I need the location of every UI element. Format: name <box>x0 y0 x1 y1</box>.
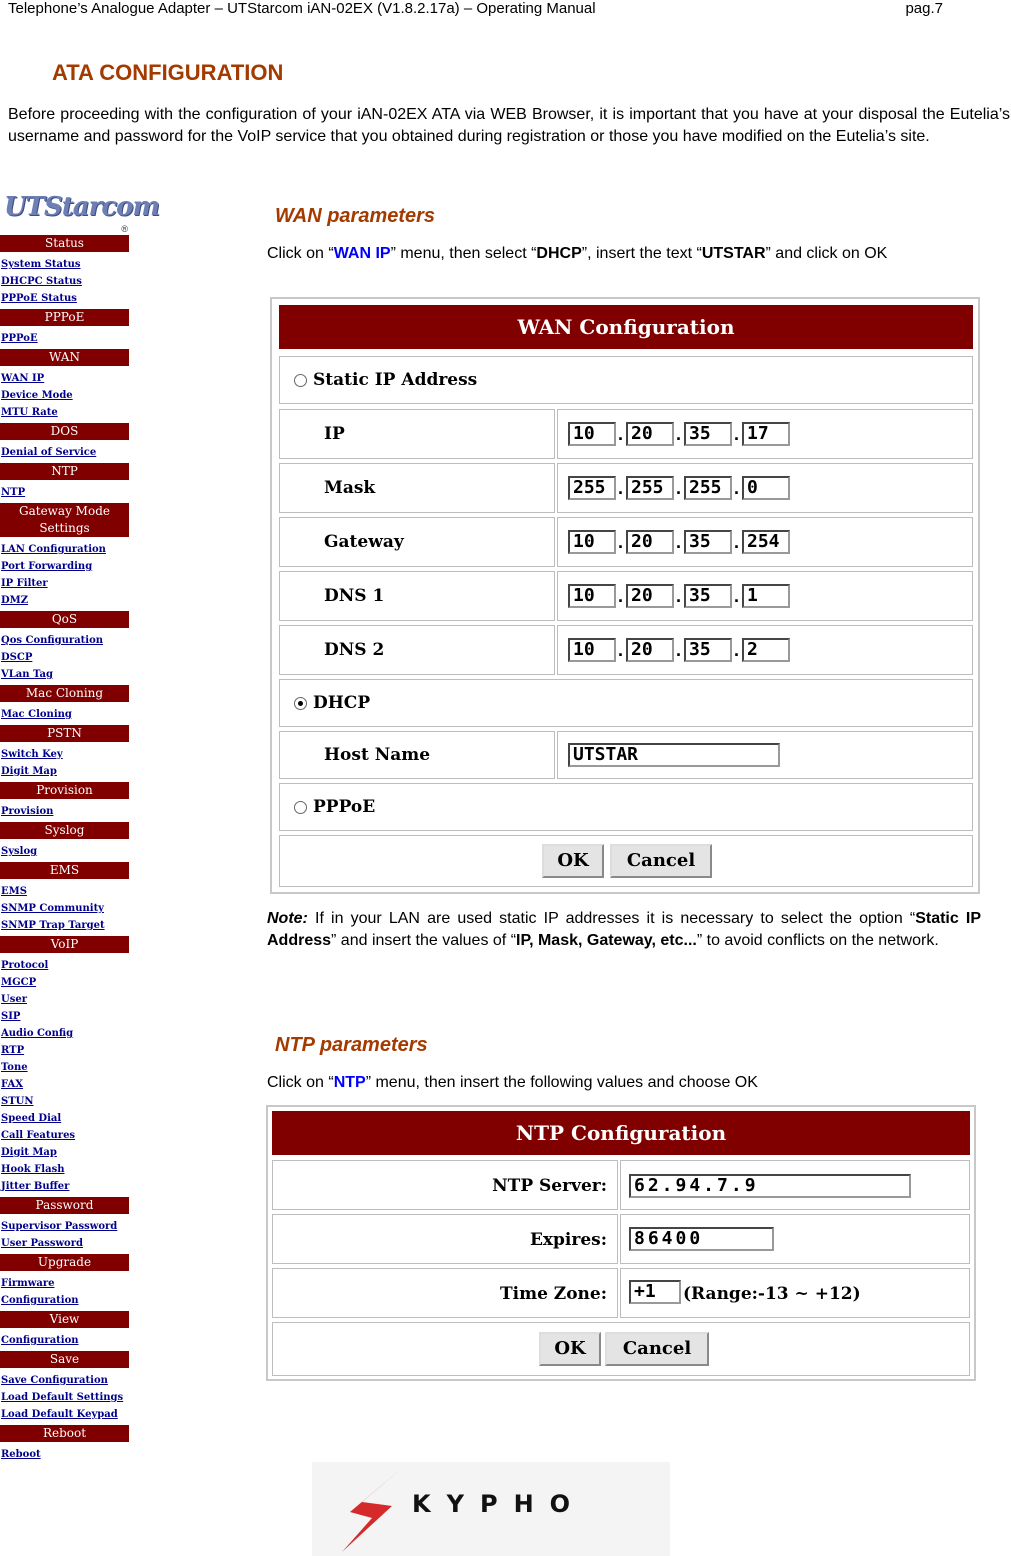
octet-separator: . <box>618 586 624 606</box>
ntp-ok-button[interactable]: OK <box>539 1332 601 1366</box>
wan-panel-title: WAN Configuration <box>279 305 973 349</box>
note-text: If in your LAN are used static IP addresses it is necessary to select the option “ <box>307 910 916 927</box>
logo-text: UTStarcom <box>4 192 160 222</box>
octet-separator: . <box>676 478 682 498</box>
sidebar-link[interactable]: Port Forwarding <box>1 561 93 572</box>
ntp-config-panel <box>266 1105 976 1381</box>
dhcp-row[interactable] <box>279 679 973 727</box>
gw-octet-input[interactable]: 254 <box>742 530 790 554</box>
gw-octet-input[interactable]: 10 <box>568 530 616 554</box>
header-title: Telephone’s Analogue Adapter – UTStarcom iAN-02EX (V1.8.2.17a) – Operating Manual <box>8 0 596 17</box>
page-header <box>8 0 1003 20</box>
sidebar-link[interactable]: Load Default Keypad <box>1 1409 118 1420</box>
dns2-octet-input[interactable]: 2 <box>742 638 790 662</box>
sidebar-link[interactable]: STUN <box>1 1096 34 1107</box>
octet-separator: . <box>618 424 624 444</box>
sidebar-section-header: NTP <box>0 463 129 480</box>
note-text: ” to avoid conflicts on the network. <box>696 932 939 949</box>
ip-label-cell <box>279 409 555 459</box>
gateway-label: Gateway <box>324 532 404 552</box>
sidebar-link[interactable]: DSCP <box>1 652 33 663</box>
timezone-input[interactable]: +1 <box>629 1280 681 1304</box>
pppoe-option[interactable] <box>294 797 375 817</box>
sidebar-link[interactable]: NTP <box>1 487 26 498</box>
sidebar-link[interactable]: Tone <box>1 1062 28 1073</box>
sidebar-section-header: Reboot <box>0 1425 129 1442</box>
pppoe-row[interactable] <box>279 783 973 831</box>
dns1-octet-input[interactable]: 35 <box>684 584 732 608</box>
sidebar-section-header: Upgrade <box>0 1254 129 1271</box>
octet-separator: . <box>676 586 682 606</box>
wan-config-panel <box>270 297 980 894</box>
sidebar-menu <box>0 235 129 1465</box>
sidebar-link[interactable]: Speed Dial <box>1 1113 62 1124</box>
expires-input[interactable]: 86400 <box>629 1227 774 1251</box>
hostname-cell <box>557 731 973 779</box>
timezone-range: (Range:-13 ~ +12) <box>683 1284 861 1304</box>
sidebar-link[interactable]: Audio Config <box>1 1028 74 1039</box>
dhcp-option[interactable] <box>294 693 370 713</box>
note-label: Note: <box>267 910 308 927</box>
sidebar-link[interactable]: SNMP Community <box>1 903 104 914</box>
dns2-octet-input[interactable]: 35 <box>684 638 732 662</box>
octet-separator: . <box>734 532 740 552</box>
ntp-instr-menu: NTP <box>333 1074 366 1091</box>
gw-octet-input[interactable]: 20 <box>626 530 674 554</box>
octet-separator: . <box>618 640 624 660</box>
sidebar-link[interactable]: Save Configuration <box>1 1375 108 1386</box>
octet-separator: . <box>676 640 682 660</box>
dhcp-radio[interactable] <box>294 697 307 710</box>
static-ip-label: Static IP Address <box>313 370 478 390</box>
sidebar-link[interactable]: EMS <box>1 886 27 897</box>
octet-separator: . <box>734 478 740 498</box>
wan-instr-text: ” menu, then select “ <box>390 245 537 262</box>
sidebar-link[interactable]: Jitter Buffer <box>1 1181 70 1192</box>
wan-instr-option: DHCP <box>536 245 582 262</box>
octet-separator: . <box>734 640 740 660</box>
sidebar-link[interactable]: PPPoE <box>1 333 38 344</box>
sidebar-link[interactable]: Device Mode <box>1 390 73 401</box>
sidebar-link[interactable]: Provision <box>1 806 54 817</box>
static-ip-row[interactable] <box>279 356 973 404</box>
note-bold: Static IP Address <box>267 910 981 949</box>
sidebar-link[interactable]: Syslog <box>1 846 38 857</box>
sidebar-link[interactable]: Protocol <box>1 960 49 971</box>
gateway-label-cell <box>279 517 555 567</box>
sidebar-link[interactable]: LAN Configuration <box>1 544 106 555</box>
sidebar-section-header: Status <box>0 235 129 252</box>
ntp-cancel-button[interactable]: Cancel <box>605 1332 709 1366</box>
wan-heading: WAN parameters <box>275 205 436 227</box>
octet-separator: . <box>618 478 624 498</box>
sidebar-link[interactable]: Configuration <box>1 1295 79 1306</box>
mask-octet-input[interactable]: 255 <box>568 476 616 500</box>
ntp-instr-text: ” menu, then insert the following values and choose OK <box>365 1074 758 1091</box>
dns2-octet-input[interactable]: 20 <box>626 638 674 662</box>
sidebar-link[interactable]: VLan Tag <box>1 669 53 680</box>
dns2-field <box>557 625 973 675</box>
dns1-field <box>557 571 973 621</box>
octet-separator: . <box>618 532 624 552</box>
dns1-octet-input[interactable]: 20 <box>626 584 674 608</box>
wan-instr-text: ” and click on OK <box>765 245 888 262</box>
sidebar-section-header: VoIP <box>0 936 129 953</box>
mask-octet-input[interactable]: 255 <box>684 476 732 500</box>
ip-label: IP <box>324 424 345 444</box>
sidebar-link[interactable]: DHCPC Status <box>1 276 82 287</box>
sidebar-link[interactable]: Mac Cloning <box>1 709 72 720</box>
sidebar-link[interactable]: SIP <box>1 1011 21 1022</box>
sidebar-section-header: QoS <box>0 611 129 628</box>
octet-separator: . <box>676 532 682 552</box>
sidebar-link[interactable]: Load Default Settings <box>1 1392 124 1403</box>
pppoe-radio[interactable] <box>294 801 307 814</box>
sidebar-link[interactable]: FAX <box>1 1079 24 1090</box>
timezone-cell <box>620 1268 970 1318</box>
sidebar-link[interactable]: MGCP <box>1 977 37 988</box>
sidebar-link[interactable]: Call Features <box>1 1130 76 1141</box>
ntp-panel-title: NTP Configuration <box>272 1111 970 1155</box>
sidebar-section-header: WAN <box>0 349 129 366</box>
ip-field <box>557 409 973 459</box>
mask-label: Mask <box>324 478 376 498</box>
dns1-label-cell <box>279 571 555 621</box>
octet-separator: . <box>734 424 740 444</box>
sidebar-link[interactable]: PPPoE Status <box>1 293 77 304</box>
hostname-input[interactable]: UTSTAR <box>568 743 780 767</box>
sidebar-link[interactable]: User Password <box>1 1238 83 1249</box>
sidebar-section-header: Syslog <box>0 822 129 839</box>
mask-octet-input[interactable]: 255 <box>626 476 674 500</box>
sidebar-link[interactable]: Denial of Service <box>1 447 97 458</box>
note-bold: IP, Mask, Gateway, etc... <box>516 932 697 949</box>
mask-field <box>557 463 973 513</box>
sidebar-link[interactable]: SNMP Trap Target <box>1 920 105 931</box>
kypho-logo <box>312 1462 670 1556</box>
pppoe-label: PPPoE <box>313 797 376 817</box>
timezone-label: Time Zone: <box>499 1284 607 1304</box>
sidebar-section-header: DOS <box>0 423 129 440</box>
octet-separator: . <box>734 586 740 606</box>
expires-label: Expires: <box>529 1230 607 1250</box>
sidebar-section-header: View <box>0 1311 129 1328</box>
kypho-text: KYPHO <box>412 1490 587 1518</box>
intro-paragraph: Before proceeding with the configuration of your iAN-02EX ATA via WEB Browser, it is important that you have at your disposal the Eutelia’s username and password for the VoIP service that you obtained during registration or those you have modified on the Eutelia’s site. <box>8 106 1010 145</box>
wan-instr-text: Click on “ <box>267 245 334 262</box>
octet-separator: . <box>676 424 682 444</box>
mask-octet-input[interactable]: 0 <box>742 476 790 500</box>
ntp-instr-text: Click on “ <box>267 1074 334 1091</box>
wan-instructions <box>267 243 981 265</box>
ntp-instructions <box>267 1072 981 1094</box>
sidebar-section-header: Provision <box>0 782 129 799</box>
hostname-label: Host Name <box>324 745 431 765</box>
wan-button-row <box>279 835 973 887</box>
sidebar-link[interactable]: Supervisor Password <box>1 1221 118 1232</box>
wan-ok-button[interactable]: OK <box>542 844 604 878</box>
sidebar-link[interactable]: User <box>1 994 27 1005</box>
gateway-field <box>557 517 973 567</box>
sidebar-section-header: EMS <box>0 862 129 879</box>
ip-octet-input[interactable]: 35 <box>684 422 732 446</box>
timezone-label-cell <box>272 1268 618 1318</box>
dns2-label-cell <box>279 625 555 675</box>
sidebar-link[interactable]: RTP <box>1 1045 25 1056</box>
dns1-octet-input[interactable]: 10 <box>568 584 616 608</box>
static-ip-radio[interactable] <box>294 374 307 387</box>
expires-label-cell <box>272 1214 618 1264</box>
sidebar-link[interactable]: Firmware <box>1 1278 55 1289</box>
wan-instr-menu: WAN IP <box>333 245 391 262</box>
hostname-label-cell <box>279 731 555 779</box>
ntp-heading: NTP parameters <box>275 1034 428 1056</box>
dhcp-label: DHCP <box>313 693 371 713</box>
sidebar-section-header: Password <box>0 1197 129 1214</box>
registered-mark: ® <box>121 224 128 234</box>
ntp-server-label-cell <box>272 1160 618 1210</box>
page-number: pag.7 <box>905 0 943 17</box>
wan-cancel-button[interactable]: Cancel <box>610 844 712 878</box>
expires-cell <box>620 1214 970 1264</box>
sidebar-section-header: Gateway Mode Settings <box>0 503 129 537</box>
sidebar-link[interactable]: Configuration <box>1 1335 79 1346</box>
ip-octet-input[interactable]: 17 <box>742 422 790 446</box>
ntp-server-input[interactable]: 62.94.7.9 <box>629 1174 911 1198</box>
dns1-octet-input[interactable]: 1 <box>742 584 790 608</box>
utstarcom-logo <box>4 192 160 234</box>
dns2-octet-input[interactable]: 10 <box>568 638 616 662</box>
sidebar-link[interactable]: Hook Flash <box>1 1164 65 1175</box>
dns1-label: DNS 1 <box>324 586 385 606</box>
ntp-button-row <box>272 1322 970 1376</box>
sidebar-link[interactable]: Reboot <box>1 1449 41 1460</box>
note-paragraph <box>267 908 981 952</box>
sidebar-section-header: Save <box>0 1351 129 1368</box>
ntp-server-cell <box>620 1160 970 1210</box>
sidebar-link[interactable]: Switch Key <box>1 749 63 760</box>
wan-instr-hostname: UTSTAR <box>701 245 766 262</box>
gw-octet-input[interactable]: 35 <box>684 530 732 554</box>
sidebar-link[interactable]: DMZ <box>1 595 29 606</box>
ip-octet-input[interactable]: 20 <box>626 422 674 446</box>
sidebar-section-header: PSTN <box>0 725 129 742</box>
sidebar-link[interactable]: WAN IP <box>1 373 45 384</box>
mask-label-cell <box>279 463 555 513</box>
static-ip-option[interactable] <box>294 370 477 390</box>
sidebar-section-header: Mac Cloning <box>0 685 129 702</box>
sidebar-link[interactable]: System Status <box>1 259 81 270</box>
dns2-label: DNS 2 <box>324 640 385 660</box>
sidebar-section-header: PPPoE <box>0 309 129 326</box>
sidebar-link[interactable]: Digit Map <box>1 766 57 777</box>
sidebar-link[interactable]: Digit Map <box>1 1147 57 1158</box>
sidebar-link[interactable]: Qos Configuration <box>1 635 104 646</box>
ntp-server-label: NTP Server: <box>492 1176 607 1196</box>
wan-instr-text: ”, insert the text “ <box>581 245 702 262</box>
note-text: ” and insert the values of “ <box>331 932 517 949</box>
page-title: ATA CONFIGURATION <box>52 60 284 85</box>
ip-octet-input[interactable]: 10 <box>568 422 616 446</box>
sidebar-link[interactable]: MTU Rate <box>1 407 58 418</box>
sidebar-link[interactable]: IP Filter <box>1 578 48 589</box>
